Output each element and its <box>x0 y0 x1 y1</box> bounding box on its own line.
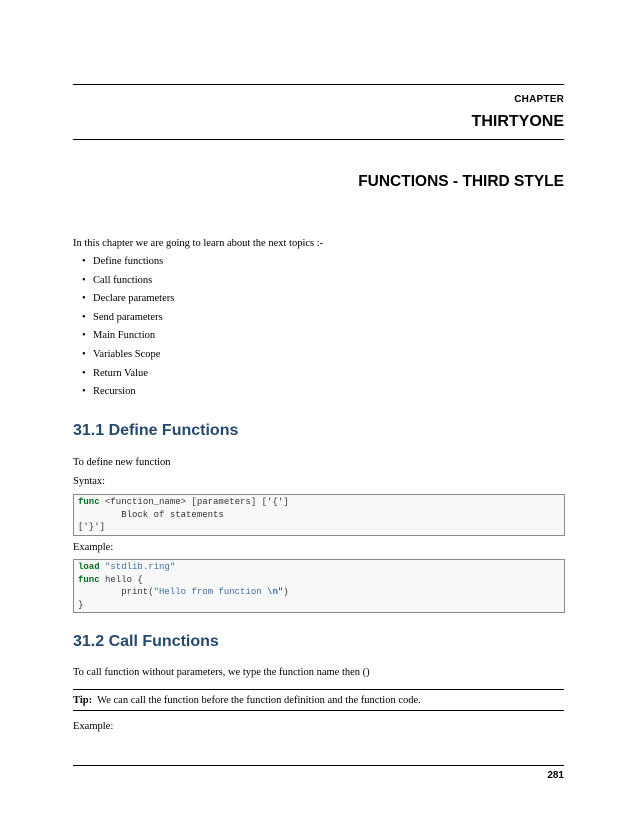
code-text: } <box>78 599 84 610</box>
code-string: "Hello from function <box>153 587 268 597</box>
code-keyword: func <box>78 574 100 585</box>
list-item: • Send parameters <box>75 310 174 329</box>
section-heading-call-functions: 31.2 Call Functions <box>73 633 219 650</box>
example-label: Example: <box>73 542 114 553</box>
list-item: • Call functions <box>75 273 174 292</box>
tip-text: We can call the function before the function definition and the function code. <box>92 695 421 706</box>
footer-rule <box>73 765 564 766</box>
section-heading-define-functions: 31.1 Define Functions <box>73 422 239 439</box>
tip-label: Tip: <box>73 695 93 706</box>
chapter-number: THIRTYONE <box>471 113 564 130</box>
tip-top-rule <box>73 689 564 690</box>
intro-text: In this chapter we are going to learn about the next topics :- <box>73 238 324 249</box>
code-text: ['}'] <box>78 522 106 532</box>
syntax-label: Syntax: <box>73 476 106 487</box>
list-item: • Define functions <box>75 254 174 273</box>
tip-bottom-rule <box>73 710 564 711</box>
list-item: • Variables Scope <box>75 347 174 366</box>
tip-note <box>73 695 421 706</box>
list-item: • Main Function <box>75 328 174 347</box>
code-text: ") <box>277 587 289 597</box>
topics-list <box>75 254 174 403</box>
example-code-block <box>73 559 565 613</box>
code-text: <function_name> [parameters] ['{'] <box>99 497 289 507</box>
list-item: • Declare parameters <box>75 291 174 310</box>
code-text: print( <box>78 587 154 597</box>
list-item: • Recursion <box>75 384 174 403</box>
code-text: hello { <box>99 574 143 585</box>
call-text: To call function without parameters, we type the function name then () <box>73 667 370 678</box>
code-keyword: load <box>78 562 100 572</box>
define-text: To define new function <box>73 457 171 468</box>
code-escape: \n <box>267 587 278 597</box>
syntax-code-block <box>73 494 565 536</box>
top-rule <box>73 84 564 85</box>
chapter-label: CHAPTER <box>514 94 564 105</box>
code-text: Block of statements <box>78 509 224 520</box>
list-item: • Return Value <box>75 366 174 385</box>
chapter-rule <box>73 139 564 140</box>
chapter-title: FUNCTIONS - THIRD STYLE <box>358 173 564 190</box>
code-string: "stdlib.ring" <box>99 562 176 572</box>
code-keyword: func <box>78 497 100 507</box>
call-example-label: Example: <box>73 721 114 732</box>
page-number: 281 <box>547 770 564 781</box>
